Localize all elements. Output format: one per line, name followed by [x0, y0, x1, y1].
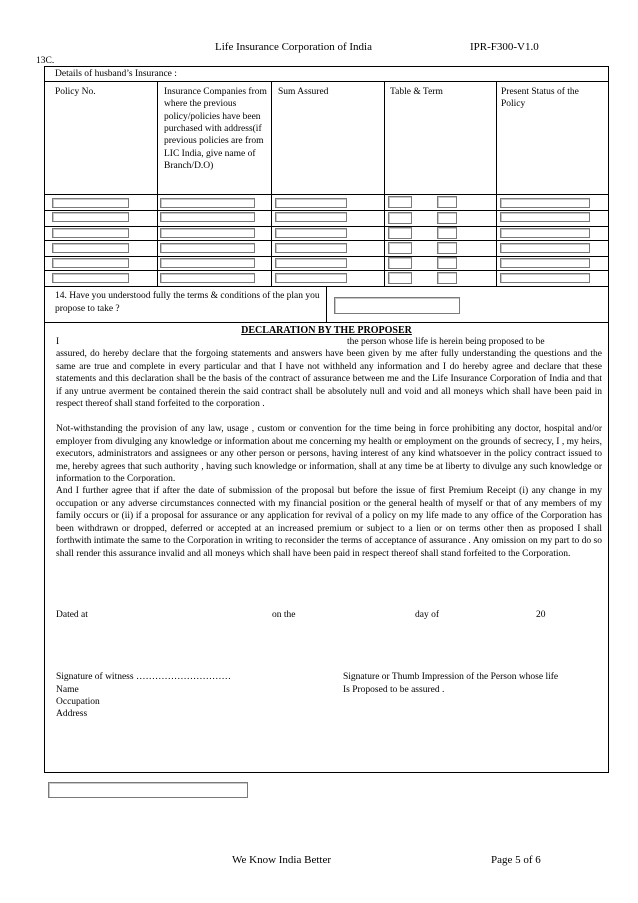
- policy-no-field-5[interactable]: [52, 258, 129, 268]
- table-field-1[interactable]: [388, 196, 412, 208]
- col-header-table-term: Table & Term: [390, 87, 443, 97]
- present-status-field-1[interactable]: [500, 198, 590, 208]
- form-frame: [44, 66, 609, 773]
- divider: [44, 270, 609, 271]
- table-field-4[interactable]: [388, 242, 412, 254]
- witness-occupation-label: Occupation: [56, 697, 100, 707]
- declaration-paragraph-2: Not-withstanding the provision of any law, usage , custom or convention for the time being in force prohibiting any doctor, hospital and/or employer from divulging any knowledge or information about me concerning my health or employment on the grounds of secrecy, I , my heirs, executors, administrators and assignees or any other person or persons, having interest of any kind whatsoever in the policy contract issued to me, hereby agrees that such authority , having such knowledge or information, shall at any time be at liberty to divulge any such knowledge or information to the Corporation.: [56, 424, 602, 485]
- sum-assured-field-6[interactable]: [275, 273, 347, 283]
- divider: [326, 286, 327, 322]
- declaration-i-label: I: [56, 337, 60, 347]
- table-field-2[interactable]: [388, 212, 412, 224]
- sum-assured-field-1[interactable]: [275, 198, 347, 208]
- question-14-answer-field[interactable]: [334, 297, 460, 314]
- sum-assured-field-5[interactable]: [275, 258, 347, 268]
- footer-tagline: We Know India Better: [232, 854, 331, 866]
- question-14-text: 14. Have you understood fully the terms & conditions of the plan you propose to take ?: [55, 291, 320, 314]
- insurance-company-field-2[interactable]: [160, 212, 255, 222]
- document-title: Life Insurance Corporation of India: [215, 41, 372, 53]
- col-header-present-status: Present Status of the Policy: [501, 87, 579, 110]
- present-status-field-2[interactable]: [500, 212, 590, 222]
- sum-assured-field-3[interactable]: [275, 228, 347, 238]
- declaration-paragraph-3: And I further agree that if after the date of submission of the proposal but before the issue of first Premium Receipt (i) any change in my occupation or any adverse circumstances connected with my financial position or the general health of myself or that of any members of my family occurs or (ii) if a proposal for assurance or any application for revival of a policy on my life made to any office of the Corporation has been withdrawn or dropped, deferred or accepted at an increased premium or subject to a lien or on terms other then as proposed I shall forthwith intimate the same to the Corporation in writing to reconsider the terms of acceptance of assurance . Any omission on my part to do so shall render this assurance invalid and all moneys which shall have been paid in respect thereof shall stand forfeited to the Corporation.: [56, 486, 602, 559]
- husband-insurance-heading: Details of husband’s Insurance :: [55, 69, 177, 79]
- divider: [44, 194, 609, 195]
- policy-no-field-3[interactable]: [52, 228, 129, 238]
- bottom-field[interactable]: [48, 782, 248, 798]
- col-header-insurance-companies: Insurance Companies from where the previous policy/policies have been purchased with address(if previous policies are from LIC India, give name of Branch/D.O): [164, 87, 267, 172]
- sum-assured-field-4[interactable]: [275, 243, 347, 253]
- divider: [44, 210, 609, 211]
- present-status-field-4[interactable]: [500, 243, 590, 253]
- table-field-6[interactable]: [388, 272, 412, 284]
- section-number: 13C.: [36, 56, 55, 66]
- insurance-company-field-5[interactable]: [160, 258, 255, 268]
- policy-no-field-6[interactable]: [52, 273, 129, 283]
- term-field-5[interactable]: [437, 257, 457, 269]
- policy-no-field-1[interactable]: [52, 198, 129, 208]
- insurance-company-field-6[interactable]: [160, 273, 255, 283]
- dated-at-label: Dated at: [56, 610, 88, 620]
- divider: [44, 240, 609, 241]
- divider: [44, 226, 609, 227]
- table-field-5[interactable]: [388, 257, 412, 269]
- proposer-signature-label: Signature or Thumb Impression of the Person whose life: [343, 672, 559, 682]
- col-header-sum-assured: Sum Assured: [278, 87, 329, 97]
- divider: [44, 322, 609, 323]
- day-of-label: day of: [415, 610, 440, 620]
- on-the-label: on the: [272, 610, 296, 620]
- declaration-line1: the person whose life is herein being proposed to be: [347, 337, 545, 347]
- page-number: Page 5 of 6: [491, 854, 541, 866]
- present-status-field-5[interactable]: [500, 258, 590, 268]
- insurance-company-field-1[interactable]: [160, 198, 255, 208]
- term-field-1[interactable]: [437, 196, 457, 208]
- present-status-field-6[interactable]: [500, 273, 590, 283]
- witness-signature-label: Signature of witness …………………………: [56, 672, 231, 682]
- sum-assured-field-2[interactable]: [275, 212, 347, 222]
- witness-address-label: Address: [56, 709, 88, 719]
- divider: [44, 256, 609, 257]
- policy-no-field-2[interactable]: [52, 212, 129, 222]
- witness-name-label: Name: [56, 685, 79, 695]
- year-label: 20: [536, 610, 546, 620]
- insurance-company-field-4[interactable]: [160, 243, 255, 253]
- form-code: IPR-F300-V1.0: [470, 41, 539, 53]
- term-field-6[interactable]: [437, 272, 457, 284]
- table-field-3[interactable]: [388, 227, 412, 239]
- term-field-4[interactable]: [437, 242, 457, 254]
- insurance-company-field-3[interactable]: [160, 228, 255, 238]
- proposer-signature-label-2: Is Proposed to be assured .: [343, 685, 445, 695]
- col-header-policy-no: Policy No.: [55, 87, 96, 97]
- term-field-3[interactable]: [437, 227, 457, 239]
- term-field-2[interactable]: [437, 212, 457, 224]
- present-status-field-3[interactable]: [500, 228, 590, 238]
- declaration-paragraph-1: assured, do hereby declare that the forgoing statements and answers have been given by me after fully understanding the questions and the same are true and complete in every particular and that I have not withheld any information and I do hereby agree and declare that these statements and this declaration shall be the basis of the contract of assurance between me and the Life Insurance Corporation of India and that if any untrue averment be contained therein the said contract shall be absolutely null and void and all moneys which shall have been paid in respect thereof shall stand forfeited to the corporation .: [56, 349, 602, 410]
- declaration-title: DECLARATION BY THE PROPOSER: [241, 325, 412, 336]
- divider: [44, 81, 609, 82]
- policy-no-field-4[interactable]: [52, 243, 129, 253]
